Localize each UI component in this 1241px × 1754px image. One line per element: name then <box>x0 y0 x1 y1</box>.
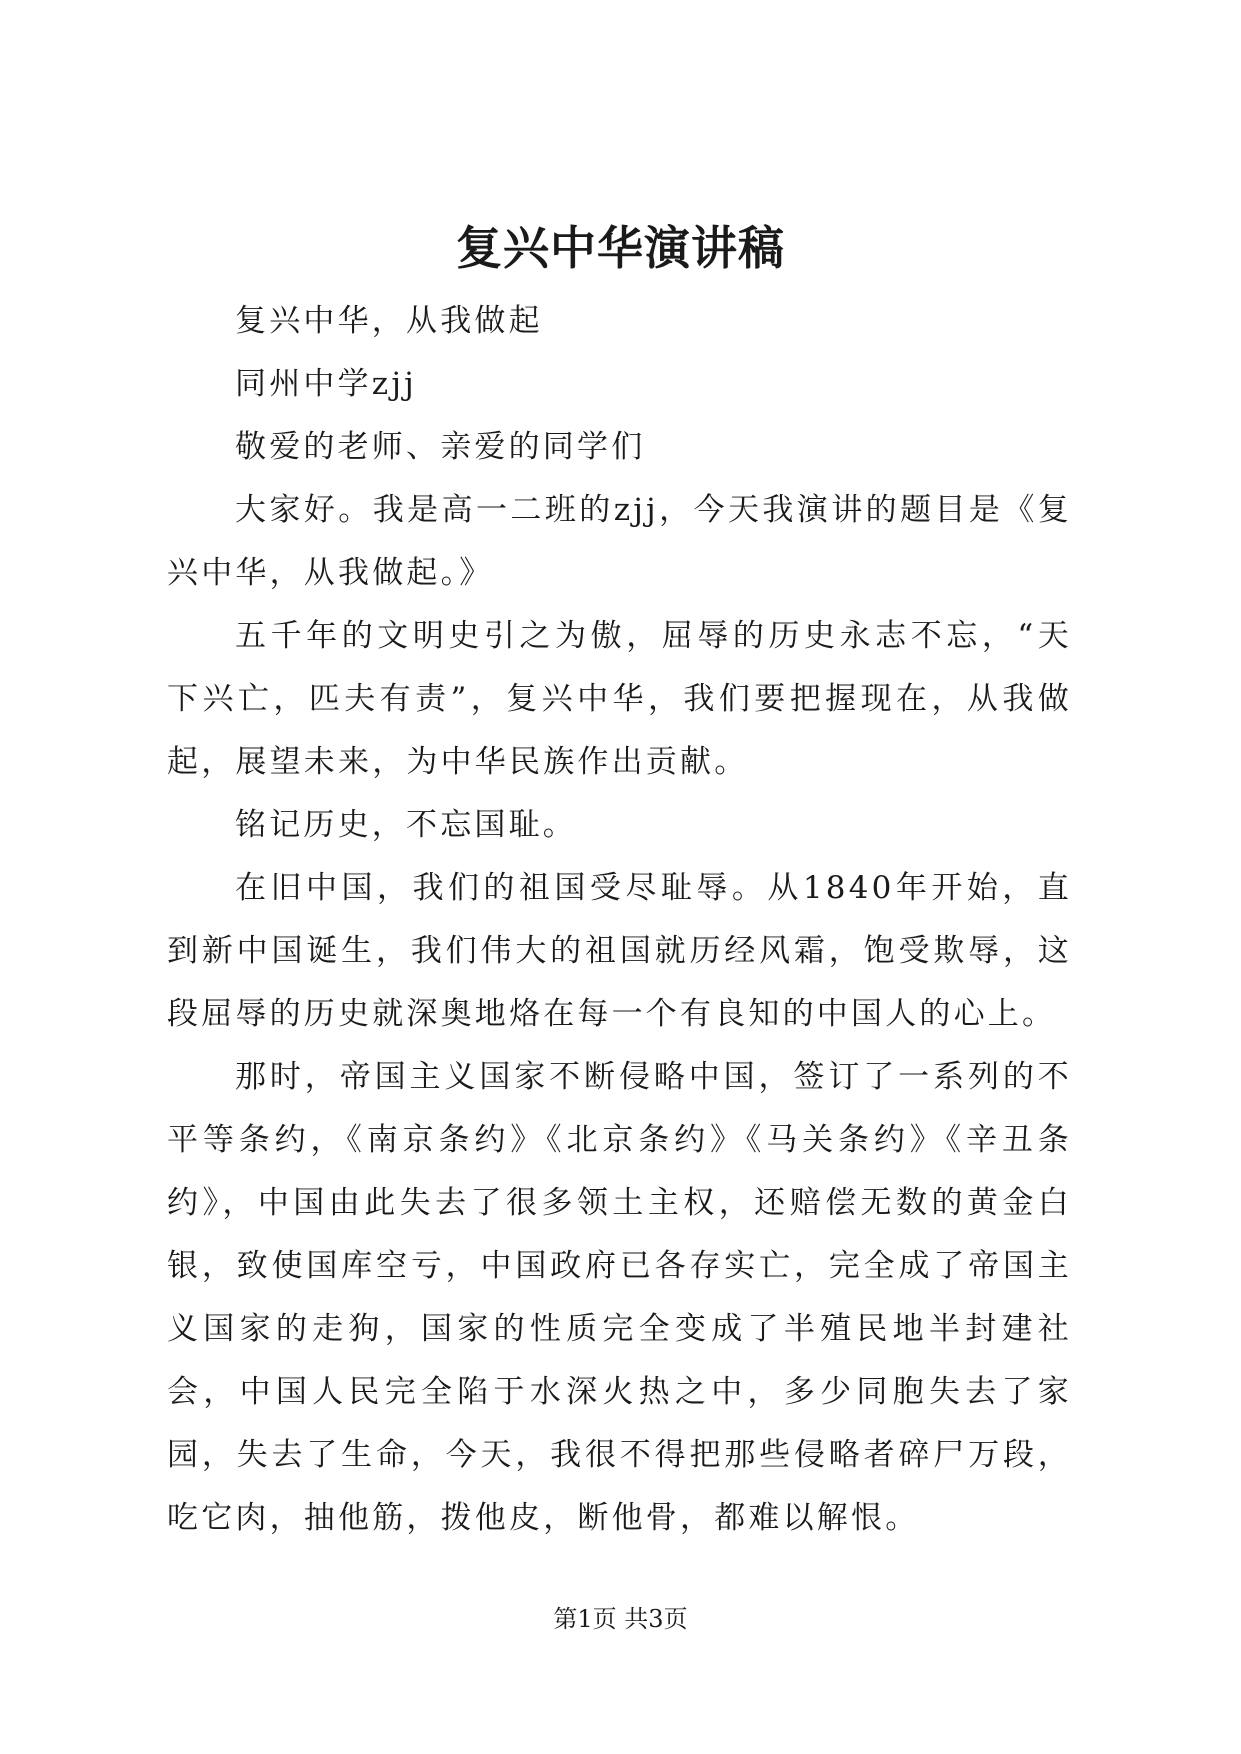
paragraph-subtitle: 复兴中华，从我做起 <box>235 303 543 339</box>
paragraph-greeting: 大家好。我是高一二班的zjj，今天我演讲的题目是《复兴中华，从我做起。》 <box>167 492 1072 591</box>
paragraph-treaties: 那时，帝国主义国家不断侵略中国，签订了一系列的不平等条约，《南京条约》《北京条约》《马关条约》《辛丑条约》，中国由此失去了很多领土主权，还赔偿无数的黄金白银，致使国库空亏，中国政府已各存实亡，完全成了帝国主义国家的走狗，国家的性质完全变成了半殖民地半封建社会，中国人民完全陷于水深火热之中，多少同胞失去了家园，失去了生命，今天，我很不得把那些侵略者碎尸万段，吃它肉，抽他筋，拨他皮，断他骨，都难以解恨。 <box>167 1059 1072 1536</box>
paragraph-old-china: 在旧中国，我们的祖国受尽耻辱。从1840年开始，直到新中国诞生，我们伟大的祖国就历经风霜，饱受欺辱，这段屈辱的历史就深奥地烙在每一个有良知的中国人的心上。 <box>167 870 1072 1032</box>
paragraph-heading-history: 铭记历史，不忘国耻。 <box>235 807 577 843</box>
paragraph-author: 同州中学zjj <box>235 366 417 402</box>
paragraph-intro: 五千年的文明史引之为傲，屈辱的历史永志不忘，“天下兴亡，匹夫有责”，复兴中华，我们要把握现在，从我做起，展望未来，为中华民族作出贡献。 <box>167 618 1072 780</box>
paragraph-salutation: 敬爱的老师、亲爱的同学们 <box>235 429 646 465</box>
document-title: 复兴中华演讲稿 <box>456 221 785 275</box>
document-body <box>167 290 1072 1550</box>
page-footer: 第1页 共3页 <box>553 1605 688 1633</box>
